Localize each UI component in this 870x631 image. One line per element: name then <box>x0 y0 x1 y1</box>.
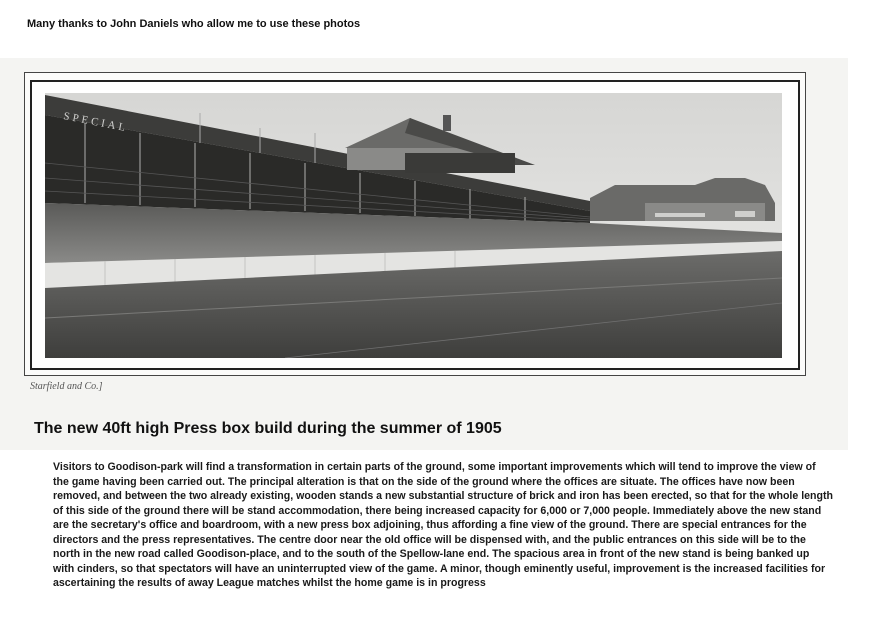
photo-credit: Starfield and Co.] <box>30 381 103 392</box>
photo-caption: The new 40ft high Press box build during the summer of 1905 <box>34 420 502 437</box>
stand-sign: SPECIAL <box>62 110 130 135</box>
article-text: Visitors to Goodison-park will find a transformation in certain parts of the ground, some important improvements which will tend to improve the view of the game having been carried out. The principal alteration is that on the side of the ground where the offices are situate. The offices have now been removed, and between the two already existing, wooden stands a new substantial structure of brick and iron has been erected, so that for the whole length of this side of the ground there will be stand accommodation, there being increased capacity for 6,000 or 7,000 people. Immediately above the new stand are the secretary's office and boardroom, with a new press box adjoining, thus affording a fine view of the ground. There are special entrances for the directors and the press representatives. The centre door near the old office will be dispensed with, and the public entrances on this side will be to the north in the new road called Goodison-place, and to the south of the Spellow-lane end. The spacious area in front of the new stand is being banked up with cinders, so that spectators will have an uninterrupted view of the game. A minor, though eminently useful, improvement is the increased facilities for ascertaining the results of away League matches whilst the home game is in progress <box>53 461 833 589</box>
credit-line: Many thanks to John Daniels who allow me to use these photos <box>27 18 361 30</box>
stadium-photo <box>45 93 782 358</box>
